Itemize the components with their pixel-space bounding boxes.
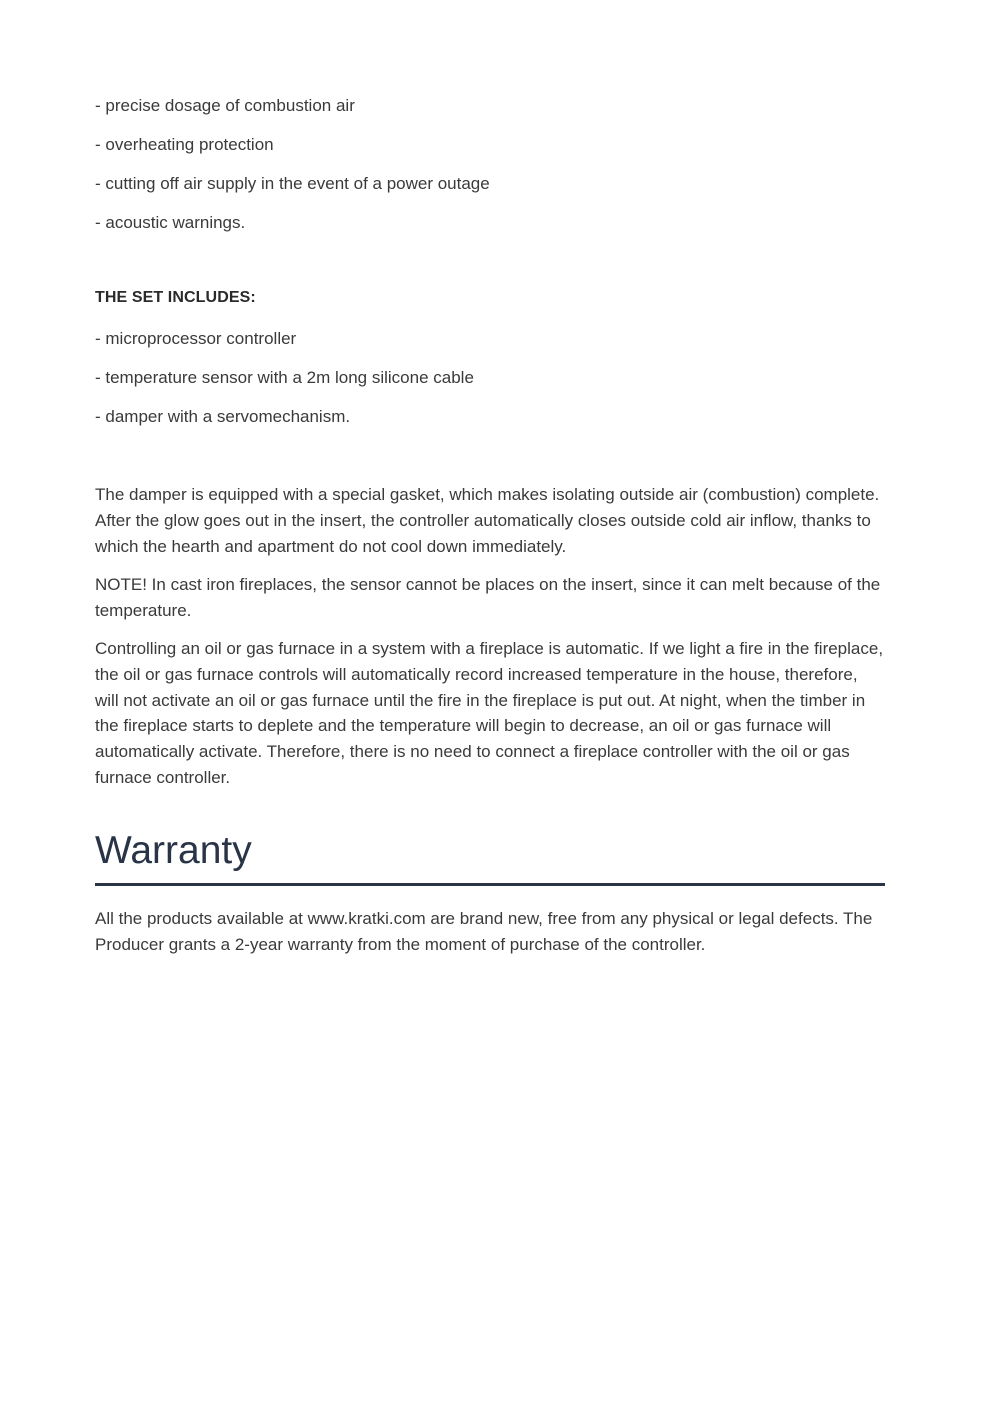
feature-list — [95, 94, 885, 250]
list-item: - overheating protection — [95, 135, 274, 154]
list-item: - microprocessor controller — [95, 329, 297, 348]
heading-divider — [95, 883, 885, 886]
furnace-control-paragraph: Controlling an oil or gas furnace in a system with a fireplace is automatic. If we light a fire in the fireplace, the oil or gas furnace controls will automatically record increased temperature in the house, therefore, will not activate an oil or gas furnace until the fire in the fireplace is put out. At night, when the timber in the fireplace starts to deplete and the temperature will begin to decrease, an oil or gas furnace will automatically activate. Therefore, there is no need to connect a fireplace controller with the oil or gas furnace controller. — [95, 639, 884, 787]
warranty-heading: Warranty — [95, 829, 252, 872]
warranty-paragraph: All the products available at www.kratki.com are brand new, free from any physical or legal defects. The Producer grants a 2-year warranty from the moment of purchase of the controller. — [95, 909, 873, 954]
list-item: - precise dosage of combustion air — [95, 96, 355, 115]
damper-paragraph: The damper is equipped with a special gasket, which makes isolating outside air (combustion) complete. After the glow goes out in the insert, the controller automatically closes outside cold air inflow, thanks to which the hearth and apartment do not cool down immediately. — [95, 485, 880, 556]
list-item: - cutting off air supply in the event of a power outage — [95, 174, 490, 193]
set-includes-heading: THE SET INCLUDES: — [95, 289, 256, 306]
set-includes-list — [95, 327, 885, 444]
list-item: - damper with a servomechanism. — [95, 407, 351, 426]
list-item: - temperature sensor with a 2m long silicone cable — [95, 368, 474, 387]
list-item: - acoustic warnings. — [95, 213, 246, 232]
note-paragraph: NOTE! In cast iron fireplaces, the sensor cannot be places on the insert, since it can melt because of the temperature. — [95, 575, 881, 620]
